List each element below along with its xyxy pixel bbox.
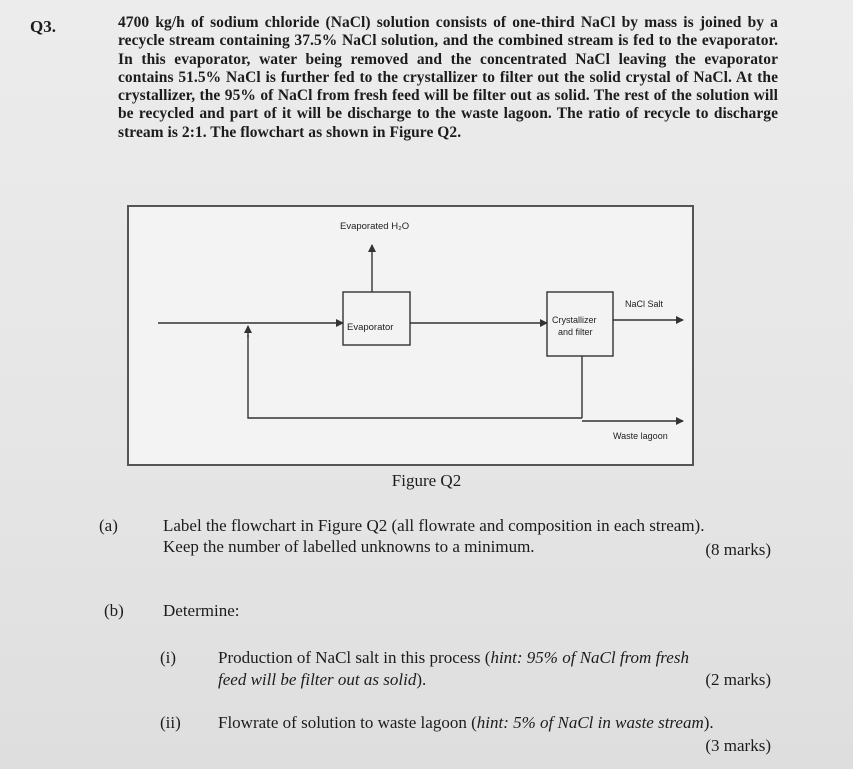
part-b-i-marks: (2 marks) (705, 670, 771, 689)
flowchart (127, 205, 694, 466)
evaporated-water-label: Evaporated H₂O (340, 221, 410, 232)
salt-label: NaCl Salt (625, 299, 664, 309)
crystallizer-label-line2: and filter (558, 327, 593, 337)
question-body: 4700 kg/h of sodium chloride (NaCl) solution consists of one-third NaCl by mass is joined by a recycle stream containing 37.5% NaCl solution, and the combined stream is fed to the evaporator. In this evaporator, water being removed and the concentrated NaCl leaving the evaporator contains 51.5% NaCl is further fed to the crystallizer to filter out the solid crystal of NaCl. At the crystallizer, the 95% of NaCl from fresh feed will be filter out as solid. The rest of the solution will be recycled and part of it will be discharge to the waste lagoon. The ratio of recycle to discharge stream is 2:1. The flowchart as shown in Figure Q2. (118, 14, 778, 141)
part-b-i-line1-hint: hint: 95% of NaCl from fresh (490, 648, 689, 667)
part-a-line1: Label the flowchart in Figure Q2 (all flowrate and composition in each stream). (163, 516, 705, 535)
part-b-ii-label: (ii) (160, 713, 181, 732)
part-b-i-line2-hint: feed will be filter out as solid (218, 670, 417, 689)
part-b-ii-line1-hint: hint: 5% of NaCl in waste stream (476, 713, 704, 732)
part-b-label: (b) (104, 601, 124, 620)
part-a-marks: (8 marks) (705, 540, 771, 559)
part-b-i-line1 (218, 648, 689, 669)
evaporator-label: Evaporator (347, 322, 394, 333)
part-b-ii-line1 (218, 713, 714, 734)
part-b-intro: Determine: (163, 601, 240, 620)
part-b-i-line2 (218, 670, 426, 691)
part-b-i-label: (i) (160, 648, 177, 667)
recycle-stream (248, 335, 582, 418)
crystallizer-label-line1: Crystallizer (552, 315, 597, 325)
part-b-ii-marks: (3 marks) (705, 736, 771, 755)
evaporator-box (343, 292, 410, 345)
part-b-i-line1-plain: Production of NaCl salt in this process ( (218, 648, 491, 667)
part-b-ii-line1-end: ). (703, 713, 714, 732)
part-a-line2: Keep the number of labelled unknowns to a minimum. (163, 537, 535, 556)
question-number: Q3. (30, 17, 56, 36)
waste-label: Waste lagoon (613, 431, 668, 441)
part-b-i-line2-plain: ). (416, 670, 427, 689)
part-b-ii-line1-plain: Flowrate of solution to waste lagoon ( (218, 713, 477, 732)
figure-caption: Figure Q2 (391, 471, 462, 490)
part-a-label: (a) (99, 516, 118, 535)
